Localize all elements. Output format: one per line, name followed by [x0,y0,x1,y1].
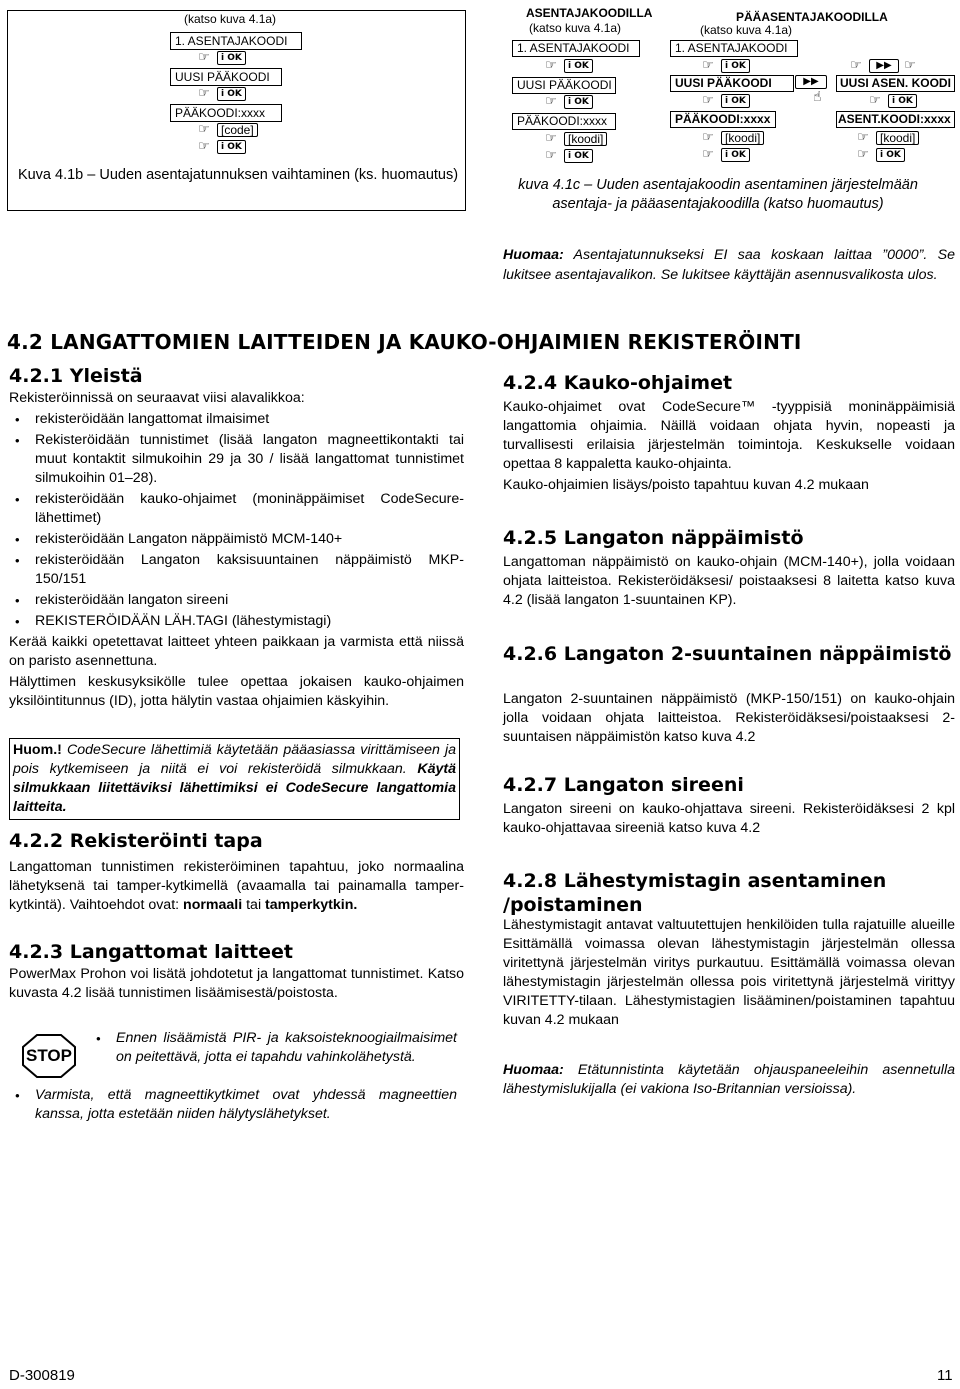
s426-title: 4.2.6 Langaton 2-suuntainen näppäimistö [503,643,952,665]
hand-press-icon: ☝ [813,89,822,105]
info-ok-key-icon: i OK [721,59,750,73]
stop-sign-icon [22,1034,76,1078]
page-number: 11 [937,1367,953,1384]
hand-pointer-icon: ☞ [850,58,862,73]
codesecure-note-bold: Käytä silmukkaan liitettäviksi lähettimiksi ei CodeSecure langattomia laitteita. [13,761,456,815]
fig-c-left-item-2-label: UUSI PÄÄKOODI [517,78,612,92]
s422-opt1: normaali [183,897,243,913]
hand-pointer-icon: ☞ [545,148,557,163]
s422-text: Langattoman tunnistimen rekisteröiminen tapahtuu, joko normaalina lähetyksenä tai tamper-kytkimellä (avaamalla tai painamalla tamper-kytkintä). Vaihtoehdot ovat: [9,859,464,913]
fig-c-mid-code-key [697,131,764,145]
fig-c-mid-key-2 [697,94,750,108]
hand-pointer-icon: ☞ [857,147,869,162]
fig-c-mid-item-1-label: 1. ASENTAJAKOODI [675,41,788,55]
forward-arrow-icon: ▶▶ [869,59,899,73]
s423-warning-2 [9,1086,457,1124]
code-entry-box: [code] [217,123,258,137]
s425-title: 4.2.5 Langaton näppäimistö [503,527,804,549]
fig-c-mid-key-1 [697,59,750,73]
s425-body: Langattoman näppäimistö on kauko-ohjain (MCM-140+), jolla voidaan ohjata laitteistoa. Rekisteröidäksesi/ poistaaksesi 8 laitetta katso kuva 4.2 (lisää langaton 1-suuntainen KP). [503,554,955,608]
fig-c-left-key-2 [540,95,593,109]
s428-note-text: Etätunnistinta käytetään ohjauspaneeleihin asennetulla lähestymislukijalla (ei vakiona Iso-Britannian versioissa). [503,1062,955,1097]
s422-mid: tai [242,897,266,913]
s421-para1: Kerää kaikki opetettavat laitteet yhteen paikkaan ja varmista että niissä on paristo asennettuna. [9,634,464,669]
fig-b-item-2-label: UUSI PÄÄKOODI [175,70,270,84]
code-entry-box: [koodi] [876,131,919,145]
s427-body: Langaton sireeni on kauko-ohjattava sireeni. Rekisteröidäksesi 2 kpl kauko-ohjattavaa sireeniä katso kuva 4.2 [503,801,955,836]
stop-sign-label: STOP [26,1046,72,1065]
list-item: • Rekisteröidään tunnistimet (lisää langaton magneettikontakti tai muut kontaktit silmukoihin 29 ja 30 / lisää langattomat tunnistimet silmukoihin 01–28). [9,431,464,488]
fig-b-key-2 [193,87,246,101]
list-item: • rekisteröidään Langaton näppäimistö MCM-140+ [9,530,464,549]
installer-code-note: Huomaa: Asentajatunnukseksi EI saa koskaan laittaa ”0000”. Se lukitsee asentajavalikon. Se lukitsee käyttäjän asennusvalikosta ulos. [503,247,955,283]
list-item: • rekisteröidään langattomat ilmaisimet [9,410,464,429]
document-id: D-300819 [9,1367,75,1384]
hand-pointer-icon: ☞ [545,131,557,146]
forward-arrow-icon: ▶▶ [795,75,827,89]
fig-b-item-3-label: PÄÄKOODI:xxxx [175,106,266,120]
fig-c-left-title: ASENTAJAKOODILLA [526,6,653,20]
info-ok-key-icon: i OK [876,148,905,162]
fig-c-right-sub: (katso kuva 4.1a) [700,23,793,37]
hand-pointer-icon: ☞ [702,93,714,108]
s421-intro: Rekisteröinnissä on seuraavat viisi alavalikkoa: [9,390,305,406]
info-ok-key-icon: i OK [217,140,246,154]
codesecure-note-text: CodeSecure lähettimiä käytetään pääasiassa virittämiseen ja pois kytkemiseen ja niitä ei voi rekisteröidä silmukkaan. [13,742,456,777]
hand-pointer-icon: ☞ [545,58,557,73]
s423-body: PowerMax Prohon voi lisätä johdotetut ja langattomat tunnistimet. Katso kuvasta 4.2 lisää tunnistimen lisäämisestä/poistosta. [9,966,464,1001]
s421-para2: Hälyttimen keskusyksikölle tulee opettaa jokaisen kauko-ohjaimen yksilöintitunnus (ID), jotta hälytin vastaa ohjaimien käskyihin. [9,674,464,709]
hand-pointer-icon: ☞ [198,122,210,137]
list-item: • rekisteröidään langaton sireeni [9,591,464,610]
hand-pointer-icon: ☞ [904,58,916,73]
s423-warning-1 [90,1029,457,1067]
hand-pointer-icon: ☞ [198,50,210,65]
info-ok-key-icon: i OK [217,87,246,101]
list-item: • REKISTERÖIDÄÄN LÄH.TAGI (lähestymistagi) [9,612,464,631]
fig-c-caption: kuva 4.1c – Uuden asentajakoodin asentaminen järjestelmään asentaja- ja pääasentajakoodilla (katso huomautus) [518,177,918,212]
fig-c-right-title: PÄÄASENTAJAKOODILLA [736,10,888,24]
s428-note-head: Huomaa: [503,1062,564,1078]
fig-c-far-code-key [852,131,919,145]
code-entry-box: [koodi] [721,131,764,145]
s423-title: 4.2.3 Langattomat laitteet [9,941,293,963]
s424-text: Kauko-ohjaimet ovat CodeSecure™ -tyyppisiä moninäppäimisiä langattomia ohjaimia. Näillä voidaan ohjata hyvin, nopeasti ja turvallisesti erilaisia järjestelmän toimintoja. Keskukselle voidaan opettaa 8 kappaletta kauko-ohjainta. [503,399,955,472]
fig-c-far-top-key [845,59,921,73]
installer-code-note-text: Asentajatunnukseksi EI saa koskaan laittaa ”0000”. Se lukitsee asentajavalikon. Se lukitsee käyttäjän asennusvalikosta ulos. [503,247,955,283]
s427-title: 4.2.7 Langaton sireeni [503,774,744,796]
fig-c-far-item-2-label: ASENT.KOODI:xxxx [838,112,951,126]
s424-text2: Kauko-ohjaimien lisäys/poisto tapahtuu kuvan 4.2 mukaan [503,477,869,493]
info-ok-key-icon: i OK [217,51,246,65]
info-ok-key-icon: i OK [721,148,750,162]
fig-c-left-key-1 [540,59,593,73]
fig-c-left-key-3 [540,149,593,163]
fig-c-mid-item-3-label: PÄÄKOODI:xxxx [675,112,771,126]
info-ok-key-icon: i OK [564,95,593,109]
s428-body: Lähestymistagit antavat valtuutettujen henkilöiden tulla rajatuille alueille Esittämällä voimassa olevan lähestymistagin järjestelmän ollessa viritettynä järjestelmän viritys purkautuu. Esittämällä voimassa olevan lähestymistagin järjestelmän ollessa pois viritettynä järjestelmä virittyy VIRITETTY-tilaan. Lähestymistagien lisääminen/poistaminen tapahtuu kuvan 4.2 mukaan [503,917,955,1028]
s426-body: Langaton 2-suuntainen näppäimistö (MKP-150/151) on kauko-ohjain jolla voidaan ohjata laitteistoa. Rekisteröidäksesi/poistaaksesi 2-suuntaisen näppäimistön katso kuva 4.2 [503,691,955,745]
s421-body [9,389,464,711]
hand-pointer-icon: ☞ [869,93,881,108]
fig-c-left-code-key [540,132,607,146]
hand-pointer-icon: ☞ [198,139,210,154]
fig-b-caption: Kuva 4.1b – Uuden asentajatunnuksen vaihtaminen (ks. huomautus) [17,167,459,183]
info-ok-key-icon: i OK [564,149,593,163]
info-ok-key-icon: i OK [888,94,917,108]
fig-c-left-item-1-label: 1. ASENTAJAKOODI [517,41,630,55]
fig-c-far-key-2 [852,148,905,162]
hand-pointer-icon: ☞ [857,130,869,145]
list-item: • Ennen lisäämistä PIR- ja kaksoisteknoogiailmaisimet on peitettävä, jotta ei tapahdu vahinkolähetystä. [90,1029,457,1067]
s422-body [9,858,464,915]
info-ok-key-icon: i OK [721,94,750,108]
s424-body [503,398,955,495]
s428-note [503,1061,955,1099]
list-item: • rekisteröidään Langaton kaksisuuntainen näppäimistö MKP-150/151 [9,551,464,589]
fig-c-far-item-1-label: UUSI ASEN. KOODI [840,76,951,90]
s421-title: 4.2.1 Yleistä [9,365,143,387]
fig-c-mid-item-2-label: UUSI PÄÄKOODI [675,76,772,90]
fig-b-ref: (katso kuva 4.1a) [184,12,277,26]
code-entry-box: [koodi] [564,132,607,146]
fig-c-far-key-1 [864,94,917,108]
hand-pointer-icon: ☞ [702,130,714,145]
hand-pointer-icon: ☞ [545,94,557,109]
fig-b-item-1-label: 1. ASENTAJAKOODI [175,34,288,48]
hand-pointer-icon: ☞ [702,58,714,73]
hand-pointer-icon: ☞ [198,86,210,101]
section-title: 4.2 LANGATTOMIEN LAITTEIDEN JA KAUKO-OHJAIMIEN REKISTERÖINTI [7,330,802,354]
fig-b-code-key [193,123,258,137]
codesecure-note-head: Huom.! [13,742,62,758]
list-item: • rekisteröidään kauko-ohjaimet (moninäppäimiset CodeSecure-lähettimet) [9,490,464,528]
list-item: • Varmista, että magneettikytkimet ovat yhdessä magneettien kanssa, jotta estetään niiden hälytyslähetykset. [9,1086,457,1124]
fig-b-key-3 [193,140,246,154]
s428-title: 4.2.8 Lähestymistagin asentaminen /poistaminen [503,870,887,916]
codesecure-note-box [9,738,460,820]
info-ok-key-icon: i OK [564,59,593,73]
fig-c-left-sub: (katso kuva 4.1a) [529,21,622,35]
s424-title: 4.2.4 Kauko-ohjaimet [503,372,733,394]
s422-opt2: tamperkytkin. [265,897,358,913]
s421-list [9,410,464,631]
s422-title: 4.2.2 Rekisteröinti tapa [9,830,263,852]
hand-pointer-icon: ☞ [702,147,714,162]
fig-b-key-1 [193,51,246,65]
fig-c-mid-key-3 [697,148,750,162]
fig-c-left-item-3-label: PÄÄKOODI:xxxx [517,114,608,128]
